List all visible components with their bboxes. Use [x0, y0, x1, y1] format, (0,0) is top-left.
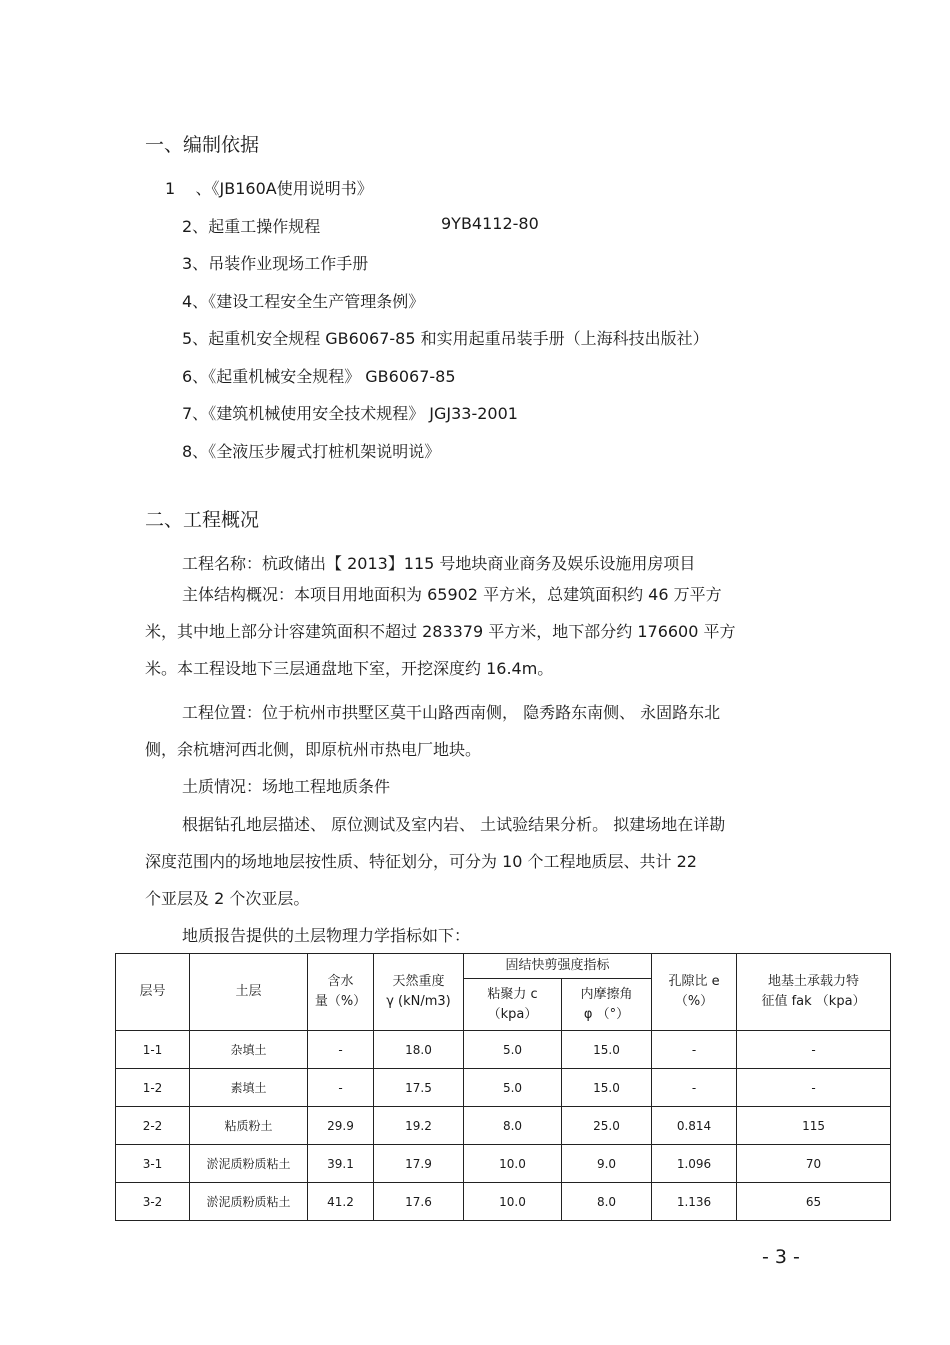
ref-item-2	[182, 214, 320, 237]
header-bearing-capacity: 地基土承载力特 征值 fak （kpa）	[737, 954, 891, 1031]
cell: 70	[737, 1145, 891, 1183]
cell: 65	[737, 1183, 891, 1221]
table-row	[116, 1183, 891, 1221]
ref-text: 、《JB160A使用说明书》	[195, 179, 373, 198]
ref-item-3	[182, 251, 368, 274]
ref-text: 《建筑机械使用安全技术规程》 JGJ33-2001	[208, 404, 518, 423]
cell: 10.0	[464, 1183, 562, 1221]
cell: -	[308, 1031, 374, 1069]
section-1-title: 一、编制依据	[145, 134, 260, 156]
cell: 15.0	[562, 1069, 652, 1107]
project-name-line: 工程名称：杭政储出【 2013】115 号地块商业商务及娱乐设施用房项目	[182, 554, 696, 573]
cell: 5.0	[464, 1031, 562, 1069]
cell: 1.136	[652, 1183, 737, 1221]
ref-text: 《建设工程安全生产管理条例》	[208, 292, 425, 311]
ref-number: 2、	[182, 217, 209, 236]
table-intro-line: 地质报告提供的土层物理力学指标如下：	[182, 926, 471, 945]
ref-number: 7、	[182, 404, 209, 423]
header-water-content: 含水 量（%）	[308, 954, 374, 1031]
ref-number: 4、	[182, 292, 209, 311]
cell: 17.6	[374, 1183, 464, 1221]
ref-item-4	[182, 289, 424, 312]
ref-number: 3、	[182, 254, 209, 273]
cell: -	[308, 1069, 374, 1107]
cell: -	[737, 1069, 891, 1107]
cell: 15.0	[562, 1031, 652, 1069]
table-header-row-1	[116, 954, 891, 979]
ref-text: 起重工操作规程	[208, 217, 321, 236]
ref-code: 9YB4112-80	[441, 214, 539, 233]
ref-text: 吊装作业现场工作手册	[208, 254, 369, 273]
page-number: - 3 -	[762, 1246, 800, 1268]
header-layer-no: 层号	[116, 954, 190, 1031]
soil-desc-line-2: 深度范围内的场地地层按性质、特征划分，可分为 10 个工程地质层、共计 22	[145, 852, 697, 871]
ref-text: 《全液压步履式打桩机架说明说》	[208, 442, 441, 461]
cell: 3-1	[116, 1145, 190, 1183]
ref-item-1	[165, 176, 373, 199]
cell: 0.814	[652, 1107, 737, 1145]
ref-number: 1	[165, 179, 176, 198]
ref-number: 6、	[182, 367, 209, 386]
cell: 1-2	[116, 1069, 190, 1107]
cell: -	[737, 1031, 891, 1069]
cell: -	[652, 1069, 737, 1107]
cell: -	[652, 1031, 737, 1069]
table-row	[116, 1031, 891, 1069]
cell: 17.9	[374, 1145, 464, 1183]
soil-desc-line-3: 个亚层及 2 个次亚层。	[145, 889, 310, 908]
ref-text: 起重机安全规程 GB6067-85 和实用起重吊装手册（上海科技出版社）	[208, 329, 709, 348]
cell: 3-2	[116, 1183, 190, 1221]
cell: 素填土	[190, 1069, 308, 1107]
ref-item-8	[182, 439, 440, 462]
cell: 10.0	[464, 1145, 562, 1183]
soil-properties-table	[115, 953, 891, 1221]
table-row	[116, 1107, 891, 1145]
ref-number: 5、	[182, 329, 209, 348]
cell: 41.2	[308, 1183, 374, 1221]
cell: 淤泥质粉质粘土	[190, 1145, 308, 1183]
ref-item-5	[182, 326, 709, 349]
structure-line-2: 米，其中地上部分计容建筑面积不超过 283379 平方米，地下部分约 176600 平方	[145, 622, 736, 641]
ref-number: 8、	[182, 442, 209, 461]
section-2-title: 二、工程概况	[145, 509, 260, 531]
cell: 1.096	[652, 1145, 737, 1183]
cell: 粘质粉土	[190, 1107, 308, 1145]
cell: 25.0	[562, 1107, 652, 1145]
header-unit-weight: 天然重度 γ (kN/m3)	[374, 954, 464, 1031]
header-cohesion: 粘聚力 c （kpa）	[464, 979, 562, 1031]
header-void-ratio: 孔隙比 e （%）	[652, 954, 737, 1031]
header-friction-angle: 内摩擦角 φ （°）	[562, 979, 652, 1031]
cell: 5.0	[464, 1069, 562, 1107]
location-line-1: 工程位置：位于杭州市拱墅区莫干山路西南侧， 隐秀路东南侧、 永固路东北	[182, 703, 721, 722]
structure-line-3: 米。本工程设地下三层通盘地下室，开挖深度约 16.4m。	[145, 659, 554, 678]
ref-item-7	[182, 401, 518, 424]
cell: 淤泥质粉质粘土	[190, 1183, 308, 1221]
table-row	[116, 1069, 891, 1107]
cell: 18.0	[374, 1031, 464, 1069]
cell: 1-1	[116, 1031, 190, 1069]
cell: 39.1	[308, 1145, 374, 1183]
table-row	[116, 1145, 891, 1183]
location-line-2: 侧，余杭塘河西北侧，即原杭州市热电厂地块。	[145, 740, 482, 759]
ref-item-6	[182, 364, 456, 387]
cell: 17.5	[374, 1069, 464, 1107]
header-shear-strength: 固结快剪强度指标	[464, 954, 652, 979]
cell: 9.0	[562, 1145, 652, 1183]
soil-heading-line: 土质情况：场地工程地质条件	[182, 777, 391, 796]
cell: 19.2	[374, 1107, 464, 1145]
cell: 杂填土	[190, 1031, 308, 1069]
cell: 115	[737, 1107, 891, 1145]
cell: 29.9	[308, 1107, 374, 1145]
cell: 8.0	[562, 1183, 652, 1221]
cell: 2-2	[116, 1107, 190, 1145]
soil-desc-line-1: 根据钻孔地层描述、 原位测试及室内岩、 土试验结果分析。 拟建场地在详勘	[182, 815, 726, 834]
structure-line-1: 主体结构概况：本项目用地面积为 65902 平方米，总建筑面积约 46 万平方	[182, 585, 722, 604]
ref-text: 《起重机械安全规程》 GB6067-85	[208, 367, 456, 386]
cell: 8.0	[464, 1107, 562, 1145]
header-soil: 土层	[190, 954, 308, 1031]
